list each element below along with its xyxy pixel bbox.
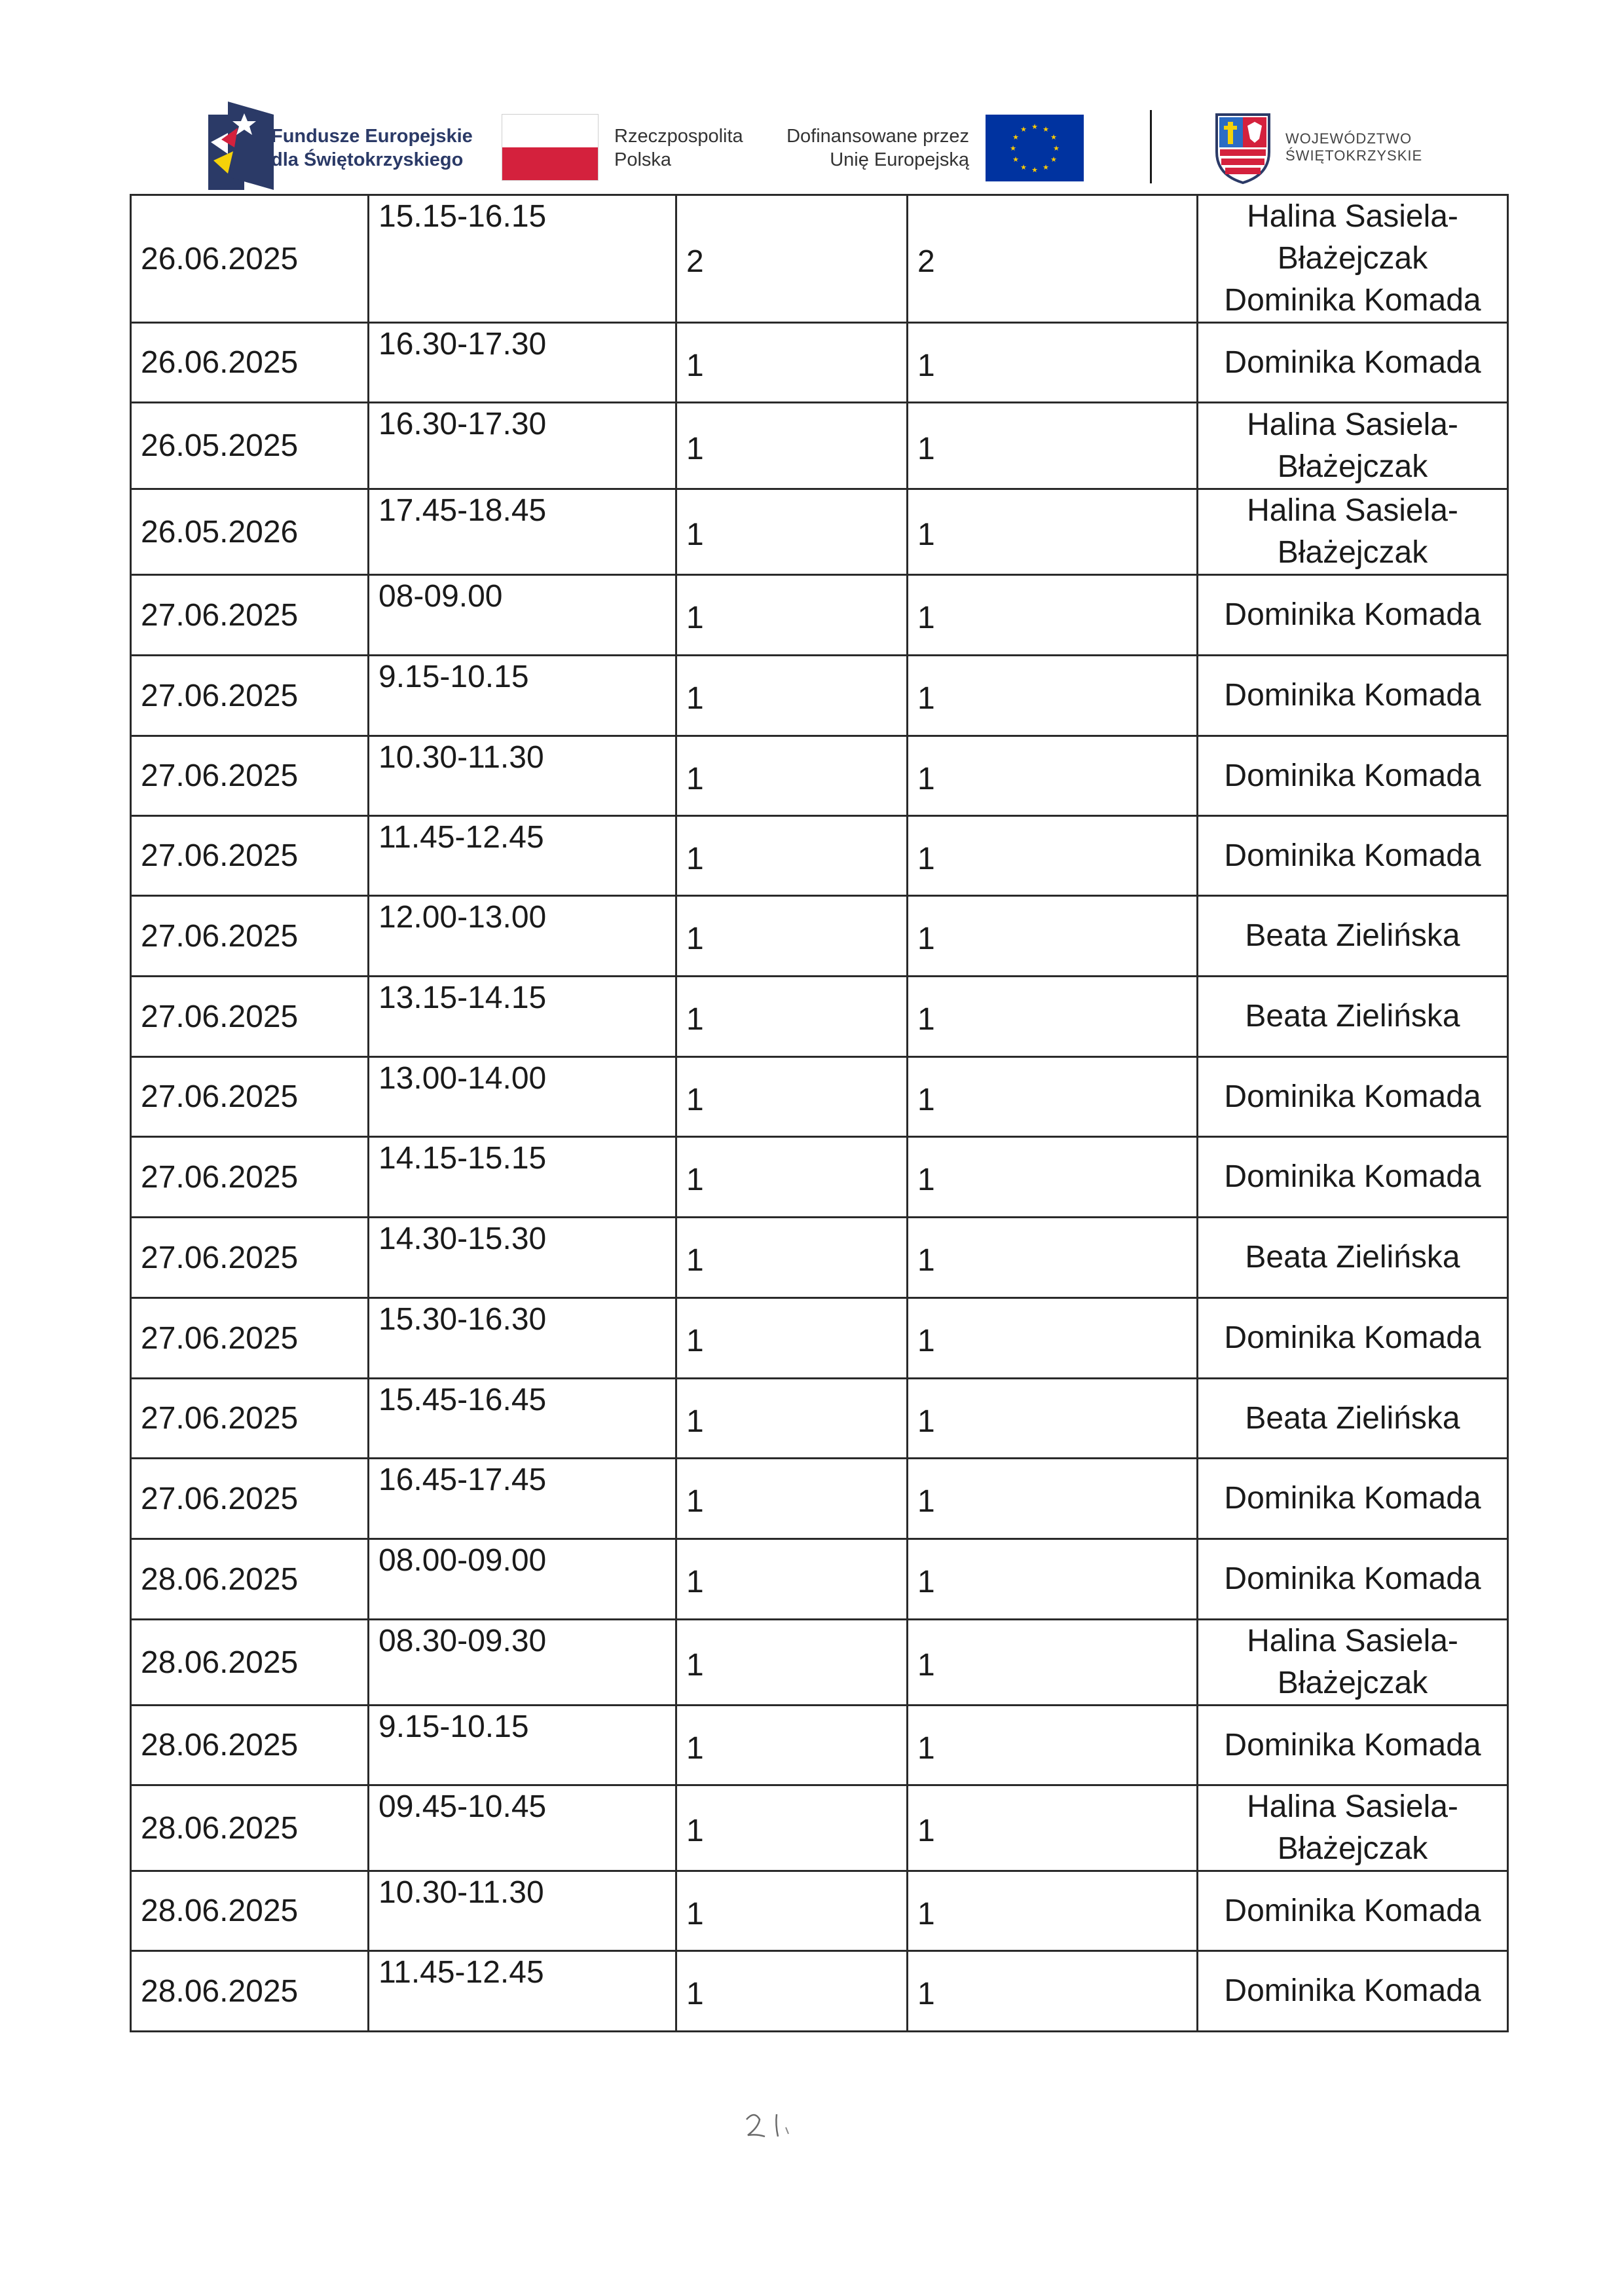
time-value: 14.30-15.30: [378, 1222, 547, 1256]
time-cell: [369, 1785, 676, 1871]
date-value: 27.06.2025: [141, 1401, 299, 1436]
trainer-cell: [1198, 1057, 1508, 1137]
date-value: 28.06.2025: [141, 1561, 299, 1597]
table-row: [131, 489, 1508, 575]
participants-value: 1: [917, 1001, 935, 1037]
rp-line1: Rzeczpospolita: [614, 126, 743, 147]
count-cell: [676, 1620, 908, 1706]
participants-value: 1: [917, 1404, 935, 1439]
trainer-name: Dominika Komada: [1224, 758, 1481, 793]
schedule-table-body: [131, 195, 1508, 2032]
trainer-name: Beata Zielińska: [1245, 1240, 1460, 1275]
trainer-name: Dominika Komada: [1224, 1973, 1481, 2008]
date-value: 28.06.2025: [141, 1645, 299, 1680]
time-cell: [369, 575, 676, 656]
trainer-cell: [1198, 1539, 1508, 1620]
participants-cell: [908, 1298, 1198, 1379]
participants-value: 1: [917, 517, 935, 552]
svg-text:★: ★: [1050, 133, 1057, 141]
svg-text:★: ★: [1012, 133, 1019, 141]
count-cell: [676, 816, 908, 896]
trainer-name: Dominika Komada: [1224, 1320, 1481, 1355]
trainer-cell: [1198, 1137, 1508, 1218]
count-value: 1: [686, 841, 704, 876]
participants-cell: [908, 1379, 1198, 1459]
participants-value: 1: [917, 921, 935, 956]
count-cell: [676, 323, 908, 403]
participants-cell: [908, 1871, 1198, 1951]
count-cell: [676, 1379, 908, 1459]
count-value: 1: [686, 921, 704, 956]
time-value: 11.45-12.45: [378, 820, 544, 855]
count-value: 1: [686, 681, 704, 716]
date-cell: [131, 1871, 369, 1951]
date-cell: [131, 816, 369, 896]
participants-cell: [908, 1785, 1198, 1871]
poland-text: [614, 124, 743, 172]
trainer-name: Dominika Komada: [1224, 597, 1481, 632]
trainer-name: Halina Sasiela- Błażejczak: [1247, 1624, 1458, 1700]
participants-value: 1: [917, 1976, 935, 2011]
time-cell: [369, 1871, 676, 1951]
table-row: [131, 1298, 1508, 1379]
trainer-cell: [1198, 489, 1508, 575]
participants-cell: [908, 1951, 1198, 2032]
participants-cell: [908, 977, 1198, 1057]
table-row: [131, 816, 1508, 896]
time-value: 15.15-16.15: [378, 199, 547, 234]
time-value: 16.30-17.30: [378, 407, 547, 441]
date-cell: [131, 403, 369, 489]
date-cell: [131, 575, 369, 656]
date-value: 27.06.2025: [141, 1240, 299, 1275]
count-value: 1: [686, 1976, 704, 2011]
participants-cell: [908, 896, 1198, 977]
time-value: 11.45-12.45: [378, 1955, 544, 1990]
date-value: 26.06.2025: [141, 241, 299, 276]
date-cell: [131, 977, 369, 1057]
count-value: 1: [686, 1564, 704, 1599]
svg-text:★: ★: [1050, 155, 1057, 164]
header-separator: [1150, 110, 1152, 183]
svg-text:★: ★: [1043, 125, 1049, 134]
trainer-name: Halina Sasiela- Błażejczak: [1247, 493, 1458, 570]
schedule-table: [130, 194, 1509, 2032]
region-text: [1285, 130, 1422, 164]
coat-of-arms-icon: [1215, 113, 1271, 185]
european-funds-logo-icon: [208, 102, 274, 190]
trainer-name: Dominika Komada: [1224, 1481, 1481, 1516]
trainer-cell: [1198, 195, 1508, 323]
time-value: 08-09.00: [378, 579, 503, 614]
fe-line1: Fundusze Europejskie: [271, 126, 473, 147]
eu-flag-icon: [986, 115, 1084, 181]
time-cell: [369, 1218, 676, 1298]
time-value: 16.45-17.45: [378, 1463, 547, 1497]
table-row: [131, 575, 1508, 656]
time-value: 08.30-09.30: [378, 1624, 547, 1658]
date-cell: [131, 323, 369, 403]
table-row: [131, 977, 1508, 1057]
participants-value: 1: [917, 1483, 935, 1519]
rp-line2: Polska: [614, 149, 672, 170]
participants-value: 1: [917, 1730, 935, 1766]
participants-cell: [908, 1539, 1198, 1620]
time-value: 08.00-09.00: [378, 1543, 547, 1578]
count-value: 1: [686, 1647, 704, 1683]
time-value: 13.15-14.15: [378, 980, 547, 1015]
time-cell: [369, 816, 676, 896]
trainer-name: Dominika Komada: [1224, 1079, 1481, 1114]
time-value: 16.30-17.30: [378, 327, 547, 362]
logo-bar: [0, 0, 1624, 196]
count-value: 1: [686, 1242, 704, 1278]
region-line1: WOJEWÓDZTWO: [1285, 130, 1412, 147]
date-value: 26.05.2026: [141, 514, 299, 550]
count-value: 1: [686, 1483, 704, 1519]
date-value: 27.06.2025: [141, 838, 299, 873]
date-value: 26.06.2025: [141, 345, 299, 380]
trainer-name: Dominika Komada: [1224, 1727, 1481, 1763]
date-value: 28.06.2025: [141, 1973, 299, 2009]
table-row: [131, 1218, 1508, 1298]
trainer-cell: [1198, 575, 1508, 656]
table-row: [131, 1137, 1508, 1218]
time-value: 9.15-10.15: [378, 1709, 529, 1744]
table-row: [131, 896, 1508, 977]
trainer-name: Dominika Komada: [1224, 678, 1481, 713]
date-cell: [131, 1620, 369, 1706]
table-row: [131, 1379, 1508, 1459]
count-cell: [676, 1298, 908, 1379]
count-value: 1: [686, 1162, 704, 1197]
time-value: 17.45-18.45: [378, 493, 547, 528]
count-value: 1: [686, 431, 704, 466]
date-value: 27.06.2025: [141, 678, 299, 713]
time-value: 15.30-16.30: [378, 1302, 547, 1337]
participants-value: 1: [917, 1813, 935, 1848]
time-cell: [369, 1951, 676, 2032]
svg-text:★: ★: [1031, 166, 1038, 174]
page-number-mark: [739, 2108, 798, 2140]
date-value: 27.06.2025: [141, 1079, 299, 1114]
participants-cell: [908, 1459, 1198, 1539]
count-value: 1: [686, 1730, 704, 1766]
participants-value: 1: [917, 1242, 935, 1278]
date-cell: [131, 1057, 369, 1137]
participants-cell: [908, 195, 1198, 323]
trainer-name: Dominika Komada: [1224, 1561, 1481, 1596]
eu-line2: Unię Europejską: [830, 149, 969, 170]
trainer-name: Halina Sasiela- Błażejczak: [1247, 1789, 1458, 1866]
participants-value: 1: [917, 1323, 935, 1358]
european-funds-text: [271, 124, 473, 172]
trainer-name: Halina Sasiela- Błażejczak: [1247, 407, 1458, 484]
participants-cell: [908, 1218, 1198, 1298]
time-cell: [369, 1137, 676, 1218]
date-value: 27.06.2025: [141, 1159, 299, 1195]
time-value: 14.15-15.15: [378, 1141, 547, 1176]
count-value: 1: [686, 1082, 704, 1117]
count-cell: [676, 977, 908, 1057]
count-value: 2: [686, 244, 704, 279]
date-cell: [131, 1951, 369, 2032]
svg-text:★: ★: [1043, 163, 1049, 172]
time-cell: [369, 656, 676, 736]
participants-cell: [908, 575, 1198, 656]
date-cell: [131, 1137, 369, 1218]
date-value: 27.06.2025: [141, 758, 299, 793]
date-cell: [131, 1459, 369, 1539]
time-value: 13.00-14.00: [378, 1061, 547, 1096]
participants-value: 1: [917, 1647, 935, 1683]
trainer-cell: [1198, 896, 1508, 977]
date-cell: [131, 1785, 369, 1871]
svg-text:★: ★: [1031, 122, 1038, 131]
svg-text:★: ★: [1020, 125, 1027, 134]
count-cell: [676, 1785, 908, 1871]
time-cell: [369, 736, 676, 816]
count-value: 1: [686, 1323, 704, 1358]
count-cell: [676, 1871, 908, 1951]
trainer-cell: [1198, 656, 1508, 736]
time-value: 12.00-13.00: [378, 900, 547, 935]
count-cell: [676, 896, 908, 977]
time-cell: [369, 195, 676, 323]
table-row: [131, 195, 1508, 323]
date-cell: [131, 736, 369, 816]
date-value: 28.06.2025: [141, 1810, 299, 1846]
participants-value: 2: [917, 244, 935, 279]
trainer-cell: [1198, 1871, 1508, 1951]
time-value: 9.15-10.15: [378, 660, 529, 694]
count-value: 1: [686, 1813, 704, 1848]
count-value: 1: [686, 1896, 704, 1931]
count-cell: [676, 1057, 908, 1137]
trainer-cell: [1198, 1620, 1508, 1706]
count-cell: [676, 403, 908, 489]
table-row: [131, 1459, 1508, 1539]
trainer-name: Halina Sasiela- Błażejczak Dominika Komada: [1224, 199, 1481, 318]
svg-text:★: ★: [1012, 155, 1019, 164]
count-cell: [676, 1706, 908, 1785]
count-cell: [676, 656, 908, 736]
count-value: 1: [686, 1404, 704, 1439]
count-value: 1: [686, 348, 704, 383]
region-line2: ŚWIĘTOKRZYSKIE: [1285, 147, 1423, 164]
table-row: [131, 1620, 1508, 1706]
trainer-name: Beata Zielińska: [1245, 1400, 1460, 1436]
participants-cell: [908, 1137, 1198, 1218]
table-row: [131, 1057, 1508, 1137]
count-cell: [676, 1218, 908, 1298]
time-cell: [369, 977, 676, 1057]
count-cell: [676, 575, 908, 656]
trainer-cell: [1198, 1459, 1508, 1539]
time-cell: [369, 1706, 676, 1785]
participants-value: 1: [917, 1896, 935, 1931]
participants-value: 1: [917, 761, 935, 796]
count-cell: [676, 1951, 908, 2032]
participants-cell: [908, 656, 1198, 736]
time-cell: [369, 1459, 676, 1539]
svg-text:★: ★: [1053, 144, 1060, 153]
trainer-cell: [1198, 1706, 1508, 1785]
trainer-name: Beata Zielińska: [1245, 918, 1460, 953]
trainer-cell: [1198, 403, 1508, 489]
date-cell: [131, 656, 369, 736]
date-value: 28.06.2025: [141, 1894, 299, 1928]
count-cell: [676, 1459, 908, 1539]
trainer-name: Dominika Komada: [1224, 345, 1481, 380]
trainer-cell: [1198, 736, 1508, 816]
table-row: [131, 1706, 1508, 1785]
table-row: [131, 1539, 1508, 1620]
participants-cell: [908, 323, 1198, 403]
participants-value: 1: [917, 841, 935, 876]
time-cell: [369, 1620, 676, 1706]
participants-value: 1: [917, 681, 935, 716]
poland-flag-icon: [502, 114, 599, 181]
participants-cell: [908, 403, 1198, 489]
time-value: 10.30-11.30: [378, 740, 544, 775]
count-cell: [676, 1137, 908, 1218]
date-cell: [131, 489, 369, 575]
count-value: 1: [686, 600, 704, 635]
participants-cell: [908, 1706, 1198, 1785]
participants-cell: [908, 736, 1198, 816]
date-cell: [131, 1539, 369, 1620]
trainer-name: Dominika Komada: [1224, 1893, 1481, 1928]
table-row: [131, 1785, 1508, 1871]
participants-value: 1: [917, 431, 935, 466]
participants-cell: [908, 1620, 1198, 1706]
participants-cell: [908, 1057, 1198, 1137]
date-cell: [131, 1298, 369, 1379]
table-row: [131, 656, 1508, 736]
count-cell: [676, 195, 908, 323]
count-cell: [676, 1539, 908, 1620]
table-row: [131, 736, 1508, 816]
table-row: [131, 1871, 1508, 1951]
trainer-name: Dominika Komada: [1224, 838, 1481, 873]
trainer-cell: [1198, 1379, 1508, 1459]
date-value: 27.06.2025: [141, 999, 299, 1034]
time-value: 10.30-11.30: [378, 1875, 544, 1910]
date-value: 27.06.2025: [141, 1481, 299, 1516]
time-cell: [369, 1379, 676, 1459]
date-value: 28.06.2025: [141, 1728, 299, 1763]
date-value: 27.06.2025: [141, 918, 299, 954]
table-row: [131, 323, 1508, 403]
time-cell: [369, 1539, 676, 1620]
date-cell: [131, 1379, 369, 1459]
time-cell: [369, 1057, 676, 1137]
date-value: 27.06.2025: [141, 597, 299, 633]
time-cell: [369, 1298, 676, 1379]
trainer-name: Beata Zielińska: [1245, 999, 1460, 1034]
trainer-cell: [1198, 977, 1508, 1057]
count-cell: [676, 489, 908, 575]
time-cell: [369, 896, 676, 977]
participants-cell: [908, 816, 1198, 896]
participants-value: 1: [917, 1564, 935, 1599]
fe-line2: dla Świętokrzyskiego: [271, 149, 464, 170]
date-value: 26.05.2025: [141, 428, 299, 463]
time-value: 09.45-10.45: [378, 1789, 547, 1824]
time-cell: [369, 489, 676, 575]
count-value: 1: [686, 1001, 704, 1037]
trainer-cell: [1198, 1785, 1508, 1871]
participants-value: 1: [917, 600, 935, 635]
trainer-cell: [1198, 816, 1508, 896]
time-value: 15.45-16.45: [378, 1383, 547, 1417]
date-value: 27.06.2025: [141, 1320, 299, 1356]
date-cell: [131, 1706, 369, 1785]
svg-text:★: ★: [1020, 163, 1027, 172]
table-row: [131, 403, 1508, 489]
eu-cofinanced-text: [758, 124, 969, 172]
eu-line1: Dofinansowane przez: [786, 126, 969, 147]
trainer-cell: [1198, 1218, 1508, 1298]
trainer-name: Dominika Komada: [1224, 1159, 1481, 1194]
trainer-cell: [1198, 1298, 1508, 1379]
count-value: 1: [686, 761, 704, 796]
participants-value: 1: [917, 1082, 935, 1117]
participants-value: 1: [917, 348, 935, 383]
date-cell: [131, 1218, 369, 1298]
date-cell: [131, 195, 369, 323]
date-cell: [131, 896, 369, 977]
count-cell: [676, 736, 908, 816]
trainer-cell: [1198, 1951, 1508, 2032]
time-cell: [369, 323, 676, 403]
trainer-cell: [1198, 323, 1508, 403]
time-cell: [369, 403, 676, 489]
participants-cell: [908, 489, 1198, 575]
participants-value: 1: [917, 1162, 935, 1197]
table-row: [131, 1951, 1508, 2032]
svg-text:★: ★: [1010, 144, 1016, 153]
count-value: 1: [686, 517, 704, 552]
